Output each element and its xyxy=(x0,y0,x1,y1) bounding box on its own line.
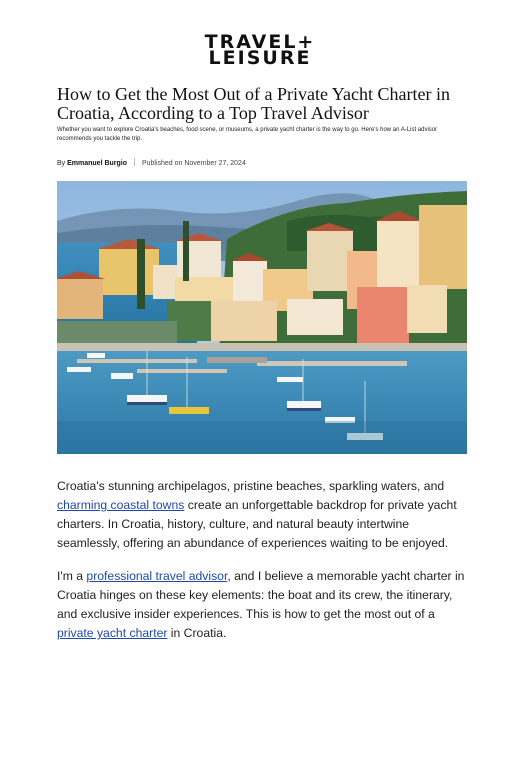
publish-date: Published on November 27, 2024 xyxy=(141,160,246,167)
logo-line-1: TRAVEL+ xyxy=(204,31,316,53)
article-title: How to Get the Most Out of a Private Yacht Charter in Croatia, According to a Top Travel Advisor xyxy=(57,84,450,123)
article-body xyxy=(57,477,469,657)
hero-image xyxy=(57,181,467,454)
body-paragraph-1 xyxy=(57,477,469,553)
body-text: Croatia's stunning archipelagos, pristine beaches, sparkling waters, and xyxy=(57,479,445,493)
byline-divider xyxy=(134,158,135,166)
professional-travel-advisor-link[interactable]: professional travel advisor xyxy=(86,569,228,583)
body-text: I'm a xyxy=(57,569,87,583)
byline-prefix: By xyxy=(57,160,66,167)
body-text: create an unforgettable backdrop for private yacht charters. In Croatia, history, culture, and natural beauty intertwine seamlessly, offering an abundance of experiences waiting to be enjoyed. xyxy=(57,498,457,550)
charming-coastal-towns-link[interactable]: charming coastal towns xyxy=(57,498,185,512)
author-link[interactable]: Emmanuel Burgio xyxy=(67,160,128,167)
body-text: , and I believe a memorable yacht charter in Croatia hinges on these key elements: the boat and its crew, the itinerary, and exclusive insider experiences. This is how to get the most out of a xyxy=(57,569,465,621)
body-paragraph-2 xyxy=(57,567,469,643)
article-dek: Whether you want to explore Croatia's beaches, food scene, or museums, a private yacht charter is the way to go. Here's how an A-List advisor recommends you tackle the trip. xyxy=(57,127,438,142)
logo-line-2: LEISURE xyxy=(208,47,312,69)
brand-logo[interactable] xyxy=(0,31,520,69)
body-text: in Croatia. xyxy=(167,626,227,640)
byline xyxy=(57,158,246,167)
private-yacht-charter-link[interactable]: private yacht charter xyxy=(57,626,168,640)
